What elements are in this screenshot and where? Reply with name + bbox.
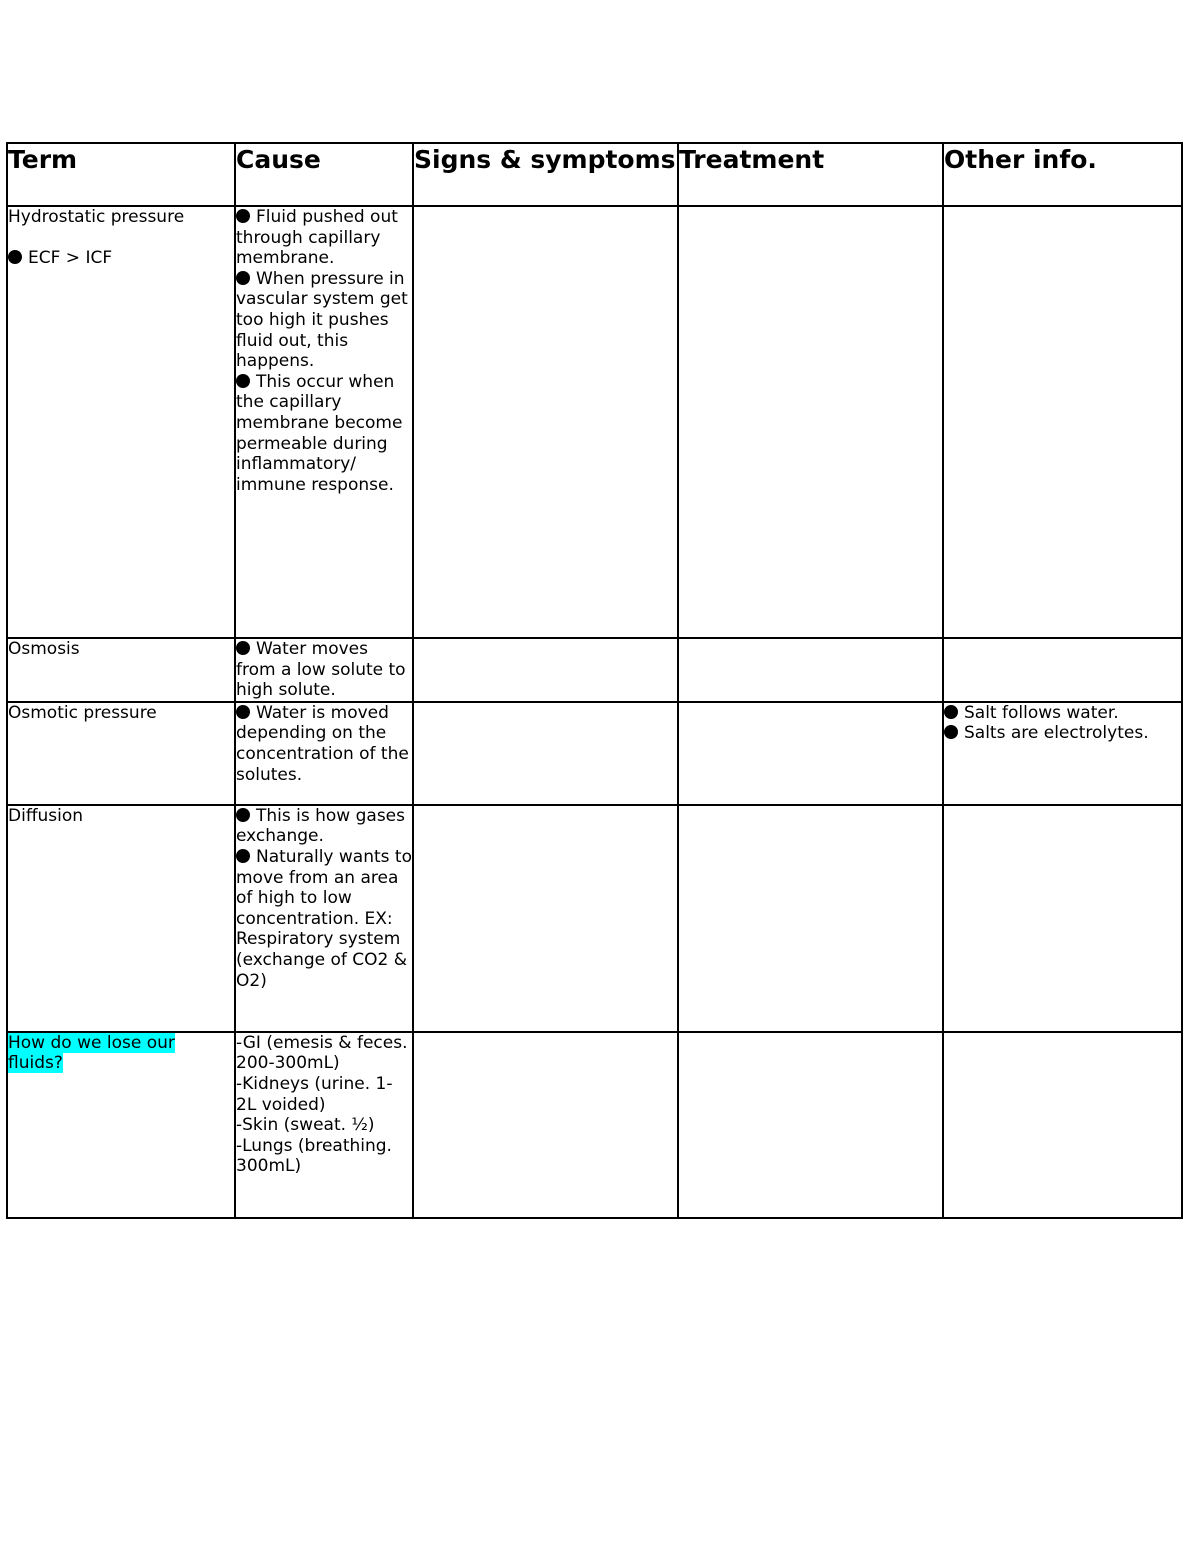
table-row xyxy=(7,1032,1182,1218)
cause-item: Fluid pushed out through capillary membrane. xyxy=(236,207,398,269)
bullet-icon xyxy=(236,808,250,822)
term-label: Osmotic pressure xyxy=(8,702,157,723)
term-label: Hydrostatic pressure xyxy=(8,207,185,227)
table-row xyxy=(7,702,1182,805)
term-cell xyxy=(7,638,235,702)
treatment-cell xyxy=(678,805,943,1032)
cause-item: Naturally wants to move from an area of high to low concentration. EX: Respiratory system (exchange of CO2 & O2) xyxy=(236,846,412,991)
cause-cell xyxy=(235,206,413,638)
header-treatment: Treatment xyxy=(678,143,943,206)
table-row xyxy=(7,206,1182,638)
bullet-icon xyxy=(944,725,958,739)
signs-cell xyxy=(413,805,678,1032)
term-label: Osmosis xyxy=(8,639,80,659)
term-label: Diffusion xyxy=(8,805,84,826)
header-term: Term xyxy=(7,143,235,206)
highlighted-question-line2: fluids? xyxy=(8,1053,63,1074)
cause-item: Water is moved depending on the concentration of the solutes. xyxy=(236,702,409,785)
bullet-icon xyxy=(8,250,22,264)
cause-cell xyxy=(235,805,413,1032)
signs-cell xyxy=(413,1032,678,1218)
term-bullet-text: ECF > ICF xyxy=(28,247,113,268)
other-cell xyxy=(943,805,1182,1032)
bullet-icon xyxy=(236,705,250,719)
highlighted-question-line1: How do we lose our xyxy=(8,1032,175,1053)
header-signs: Signs & symptoms xyxy=(413,143,678,206)
cause-item: This is how gases exchange. xyxy=(236,805,405,847)
signs-cell xyxy=(413,702,678,805)
treatment-cell xyxy=(678,702,943,805)
treatment-cell xyxy=(678,1032,943,1218)
cause-item: -Lungs (breathing. 300mL) xyxy=(236,1135,392,1177)
other-cell xyxy=(943,1032,1182,1218)
cause-cell xyxy=(235,702,413,805)
term-bullet xyxy=(8,248,234,269)
other-cell xyxy=(943,206,1182,638)
term-cell xyxy=(7,206,235,638)
cause-item: -Kidneys (urine. 1-2L voided) xyxy=(236,1073,393,1115)
header-cause: Cause xyxy=(235,143,413,206)
other-item: Salts are electrolytes. xyxy=(944,723,1181,744)
cause-item: Water moves from a low solute to high solute. xyxy=(236,639,406,701)
table-row xyxy=(7,638,1182,702)
other-cell xyxy=(943,638,1182,702)
bullet-icon xyxy=(236,209,250,223)
bullet-icon xyxy=(236,849,250,863)
cause-item: -Skin (sweat. ½) xyxy=(236,1115,375,1136)
bullet-icon xyxy=(236,374,250,388)
cause-item: When pressure in vascular system get too high it pushes fluid out, this happens. xyxy=(236,268,408,372)
signs-cell xyxy=(413,206,678,638)
header-row xyxy=(7,143,1182,206)
term-cell xyxy=(7,805,235,1032)
cause-cell xyxy=(235,1032,413,1218)
treatment-cell xyxy=(678,206,943,638)
table-row xyxy=(7,805,1182,1032)
term-cell xyxy=(7,702,235,805)
bullet-icon xyxy=(944,705,958,719)
term-cell xyxy=(7,1032,235,1218)
cause-item: -GI (emesis & feces. 200-300mL) xyxy=(236,1032,408,1074)
treatment-cell xyxy=(678,638,943,702)
signs-cell xyxy=(413,638,678,702)
other-cell xyxy=(943,702,1182,805)
cause-cell xyxy=(235,638,413,702)
cause-item: This occur when the capillary membrane become permeable during inflammatory/ immune response. xyxy=(236,371,403,495)
bullet-icon xyxy=(236,271,250,285)
fluids-table xyxy=(6,142,1183,1219)
bullet-icon xyxy=(236,641,250,655)
header-other: Other info. xyxy=(943,143,1182,206)
other-item: Salt follows water. xyxy=(944,703,1181,724)
